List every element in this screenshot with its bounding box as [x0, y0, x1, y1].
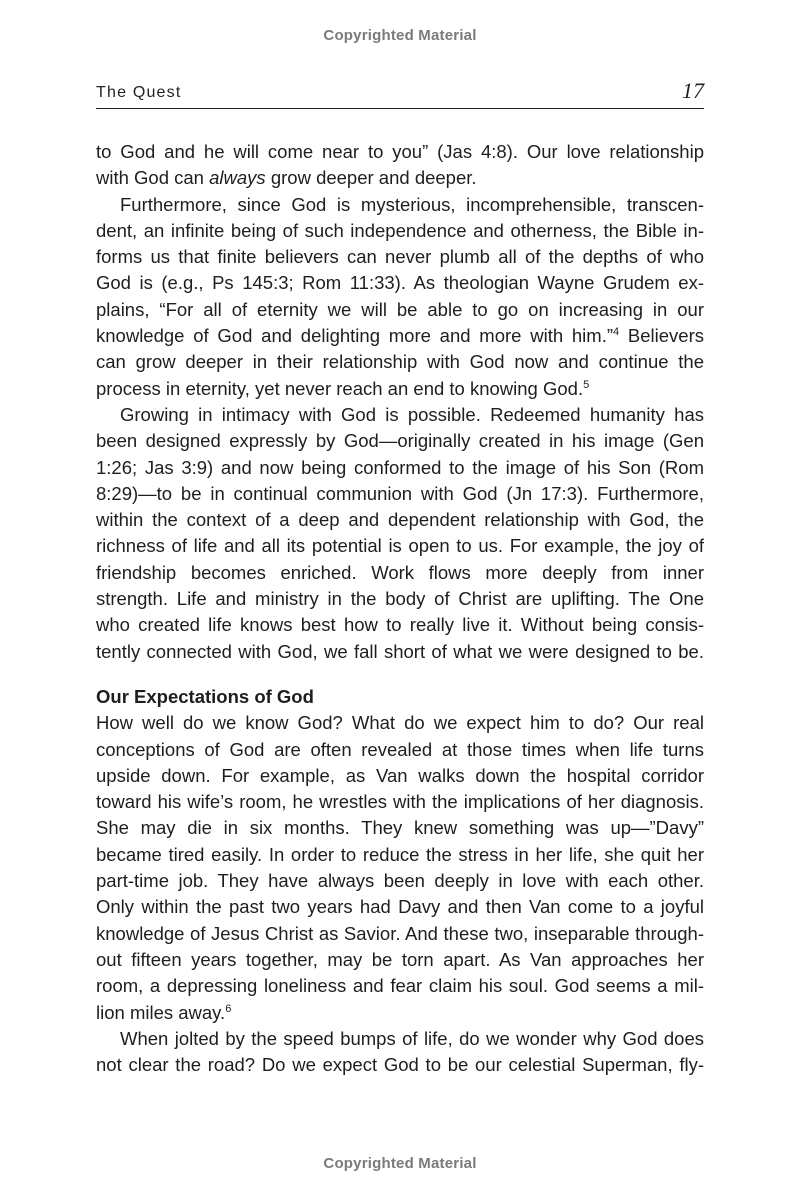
text-line: knowledge of God and delighting more and more with him.”$^4$ Believers — [96, 325, 704, 347]
text-line: richness of life and all its potential is open to us. For example, the joy of — [96, 535, 704, 557]
text-line: God is (e.g., Ps 145:3; Rom 11:33). As theologian Wayne Grudem ex- — [96, 272, 704, 294]
text-line: She may die in six months. They knew something was up—”Davy” — [96, 817, 704, 839]
text-line: How well do we know God? What do we expect him to do? Our real — [96, 712, 704, 734]
text-line: conceptions of God are often revealed at those times when life turns — [96, 738, 704, 760]
text-line: toward his wife’s room, he wrestles with the implications of her diagnosis. — [96, 791, 704, 813]
text-line: Growing in intimacy with God is possible. Redeemed humanity has — [120, 403, 704, 425]
text-line: strength. Life and ministry in the body of Christ are uplifting. The One — [96, 588, 704, 610]
text-line: lion miles away.$^6$ — [96, 1001, 232, 1023]
text-line: out fifteen years together, may be torn apart. As Van approaches her — [96, 948, 704, 970]
text-line: who created life knows best how to really live it. Without being consis- — [96, 614, 704, 636]
chapter-title: The Quest — [96, 84, 182, 101]
text-line: upside down. For example, as Van walks down the hospital corridor — [96, 764, 704, 786]
text-line: became tired easily. In order to reduce the stress in her life, she quit her — [96, 843, 704, 865]
text-line: knowledge of Jesus Christ as Savior. And these two, inseparable through- — [96, 922, 704, 944]
page-number: 17 — [682, 78, 704, 103]
text-line: within the context of a deep and dependent relationship with God, the — [96, 509, 704, 531]
text-line: Only within the past two years had Davy and then Van come to a joyful — [96, 896, 704, 918]
text-line: dent, an infinite being of such independence and otherness, the Bible in- — [96, 219, 704, 241]
text-line: to God and he will come near to you” (Jas 4:8). Our love relationship — [96, 141, 704, 162]
body-text — [96, 139, 704, 1078]
text-line: 8:29)—to be in continual communion with God (Jn 17:3). Furthermore, — [96, 482, 704, 504]
text-line: tently connected with God, we fall short of what we were designed to be. — [96, 640, 704, 662]
text-line: friendship becomes enriched. Work flows more deeply from inner — [96, 561, 704, 583]
text-line: forms us that finite believers can never plumb all of the depths of who — [96, 246, 704, 268]
text-line: room, a depressing loneliness and fear claim his soul. God seems a mil- — [96, 975, 704, 997]
text-line: been designed expressly by God—originally created in his image (Gen — [96, 430, 704, 452]
footnote-marker[interactable]: 5 — [583, 378, 590, 391]
footnote-marker[interactable]: 6 — [225, 1002, 232, 1015]
text-line: Furthermore, since God is mysterious, incomprehensible, transcen- — [120, 193, 704, 215]
text-line: part-time job. They have always been deeply in love with each other. — [96, 870, 704, 892]
text-line: plains, “For all of eternity we will be able to go on increasing in our — [96, 298, 704, 320]
text-line: with God can always grow deeper and deeper. — [96, 167, 477, 189]
running-head — [96, 78, 704, 109]
text-line: When jolted by the speed bumps of life, do we wonder why God does — [120, 1027, 704, 1049]
text-line: not clear the road? Do we expect God to be our celestial Superman, fly- — [96, 1054, 704, 1076]
copyright-watermark-bottom: Copyrighted Material — [323, 1155, 477, 1172]
emphasis: always — [209, 167, 266, 189]
section-heading: Our Expectations of God — [96, 685, 314, 707]
text-line: 1:26; Jas 3:9) and now being conformed to the image of his Son (Rom — [96, 456, 704, 478]
copyright-watermark-top: Copyrighted Material — [323, 27, 477, 44]
footnote-marker[interactable]: 4 — [613, 326, 620, 339]
text-line: can grow deeper in their relationship with God now and continue the — [96, 351, 704, 373]
text-line: process in eternity, yet never reach an end to knowing God.$^5$ — [96, 377, 590, 399]
